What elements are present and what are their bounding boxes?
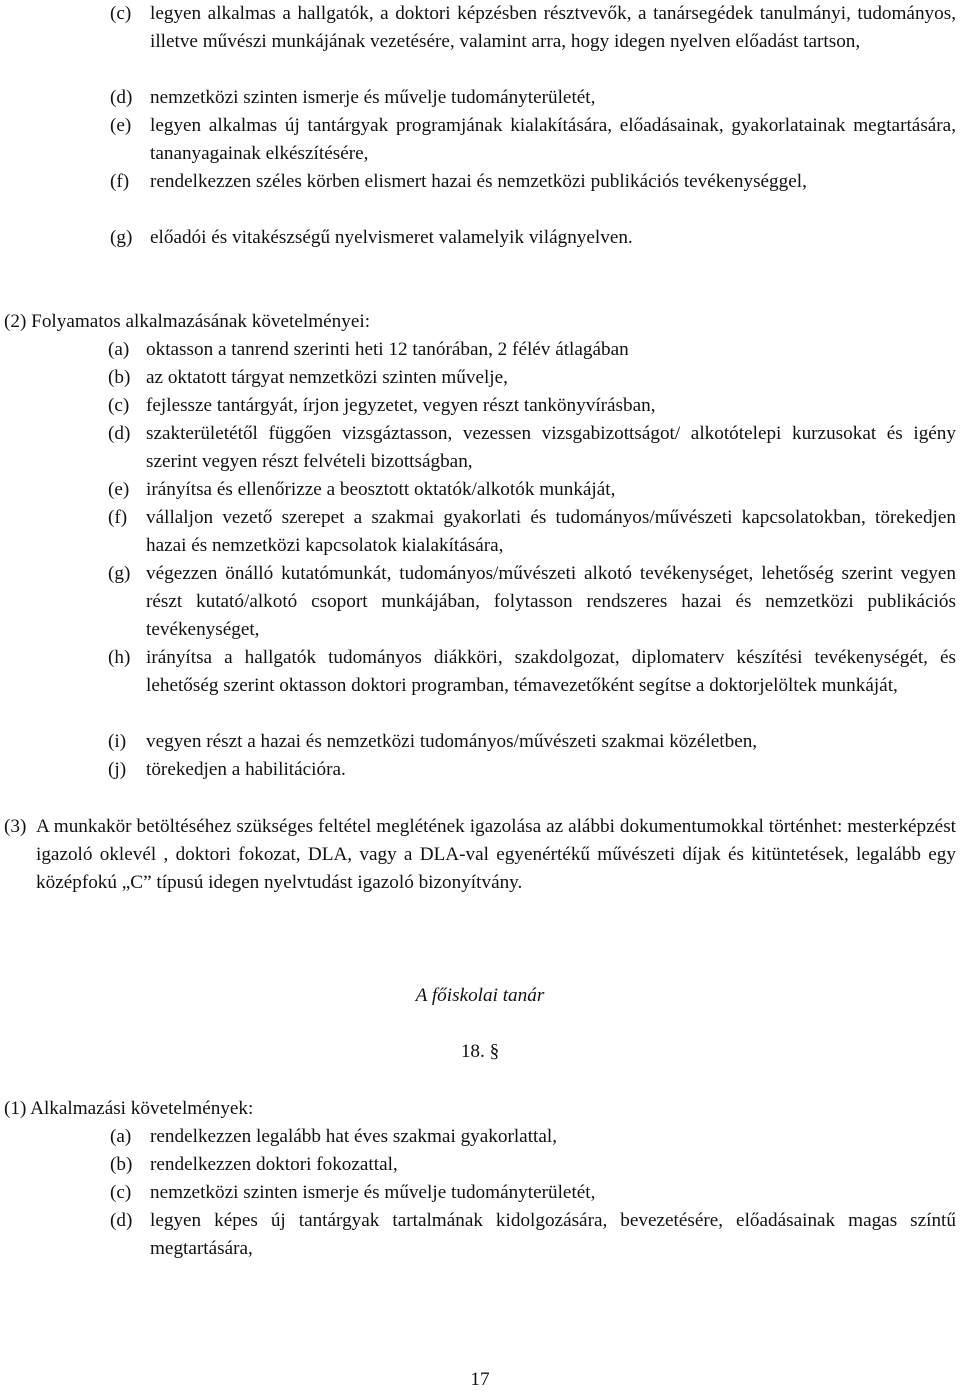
item-text: legyen alkalmas új tantárgyak programjának kialakítására, előadásainak, gyakorlatainak megtartására, tananyagainak elkészítésére, bbox=[150, 115, 956, 164]
list-item bbox=[110, 1123, 956, 1151]
item-text: rendelkezzen legalább hat éves szakmai gyakorlattal, bbox=[150, 1126, 558, 1147]
list-item bbox=[108, 364, 956, 392]
list-item bbox=[108, 756, 956, 784]
item-label: (f) bbox=[110, 171, 130, 192]
item-text: irányítsa a hallgatók tudományos diákköri, szakdolgozat, diplomaterv készítési tevékenységét, és lehetőség szerint oktasson doktori programban, témavezetőként segítse a doktorjelöltek munkáját, bbox=[146, 647, 956, 696]
item-text: legyen képes új tantárgyak tartalmának kidolgozására, bevezetésére, előadásainak magas színtű megtartására, bbox=[150, 1210, 956, 1259]
item-text: oktasson a tanrend szerinti heti 12 tanórában, 2 félév átlagában bbox=[146, 339, 629, 360]
list-item bbox=[108, 504, 956, 560]
list-item bbox=[108, 392, 956, 420]
item-text: vállaljon vezető szerepet a szakmai gyakorlati és tudományos/művészeti kapcsolatokban, törekedjen hazai és nemzetközi kapcsolatok kialakítására, bbox=[146, 507, 956, 556]
item-label: (e) bbox=[110, 115, 132, 136]
item-label: (c) bbox=[110, 1182, 132, 1203]
item-text: rendelkezzen széles körben elismert hazai és nemzetközi publikációs tevékenységgel, bbox=[150, 171, 807, 192]
list-item bbox=[110, 168, 956, 196]
item-label: (b) bbox=[108, 367, 131, 388]
list-item bbox=[108, 420, 956, 476]
item-text: nemzetközi szinten ismerje és művelje tudományterületét, bbox=[150, 1182, 596, 1203]
item-label: (g) bbox=[110, 227, 133, 248]
item-label: (c) bbox=[110, 3, 132, 24]
section-heading: (1) Alkalmazási követelmények: bbox=[4, 1098, 254, 1119]
item-label: (a) bbox=[110, 1126, 132, 1147]
list-item bbox=[110, 112, 956, 168]
item-text: legyen alkalmas a hallgatók, a doktori képzésben résztvevők, a tanársegédek tanulmányi, tudományos, illetve művészi munkájának vezetésére, valamint arra, hogy idegen nyelven előadást tartson, bbox=[150, 3, 956, 52]
list-item bbox=[110, 0, 956, 56]
item-label: (j) bbox=[108, 759, 127, 780]
section-heading: (2) Folyamatos alkalmazásának követelményei: bbox=[4, 311, 371, 332]
item-text: fejlessze tantárgyát, írjon jegyzetet, vegyen részt tankönyvírásban, bbox=[146, 395, 656, 416]
item-label: (f) bbox=[108, 507, 128, 528]
item-label: (d) bbox=[110, 1210, 133, 1231]
list-item bbox=[110, 84, 956, 112]
item-text: törekedjen a habilitációra. bbox=[146, 759, 346, 780]
list-item bbox=[110, 224, 956, 252]
item-label: (h) bbox=[108, 647, 131, 668]
list-item bbox=[108, 728, 956, 756]
item-label: (b) bbox=[110, 1154, 133, 1175]
item-text: rendelkezzen doktori fokozattal, bbox=[150, 1154, 398, 1175]
page-number: 17 bbox=[470, 1369, 490, 1390]
section-label: (3) bbox=[4, 816, 27, 837]
item-text: előadói és vitakészségű nyelvismeret valamelyik világnyelven. bbox=[150, 227, 633, 248]
item-text: szakterületétől függően vizsgáztasson, vezessen vizsgabizottságot/ alkotótelepi kurzusokat és igény szerint vegyen részt felvételi bizottságban, bbox=[146, 423, 956, 472]
item-label: (i) bbox=[108, 731, 127, 752]
item-label: (c) bbox=[108, 395, 130, 416]
list-item bbox=[108, 476, 956, 504]
list-item bbox=[110, 1207, 956, 1263]
item-text: az oktatott tárgyat nemzetközi szinten művelje, bbox=[146, 367, 508, 388]
item-label: (g) bbox=[108, 563, 131, 584]
item-label: (d) bbox=[110, 87, 133, 108]
item-text: irányítsa és ellenőrizze a beosztott oktatók/alkotók munkáját, bbox=[146, 479, 616, 500]
list-item bbox=[110, 1151, 956, 1179]
list-item bbox=[110, 1179, 956, 1207]
item-label: (a) bbox=[108, 339, 130, 360]
chapter-title: A főiskolai tanár bbox=[415, 985, 545, 1006]
item-text: végezzen önálló kutatómunkát, tudományos/művészeti alkotó tevékenységet, lehetőség szerint vegyen részt kutató/alkotó csoport munkájában, folytasson rendszeres hazai és nemzetközi publikációs tevékenységet, bbox=[146, 563, 956, 640]
paragraph-number: 18. § bbox=[460, 1041, 500, 1062]
item-text: vegyen részt a hazai és nemzetközi tudományos/művészeti szakmai közéletben, bbox=[146, 731, 758, 752]
item-label: (e) bbox=[108, 479, 130, 500]
item-text: nemzetközi szinten ismerje és művelje tudományterületét, bbox=[150, 87, 596, 108]
item-label: (d) bbox=[108, 423, 131, 444]
list-item bbox=[108, 560, 956, 644]
section-paragraph: A munkakör betöltéséhez szükséges feltétel meglétének igazolása az alábbi dokumentumokkal történhet: mesterképzést igazoló oklevél , doktori fokozat, DLA, vagy a DLA-val egyenértékű művészeti díjak és kitüntetések, legalább egy középfokú „C” típusú idegen nyelvtudást igazoló bizonyítvány. bbox=[36, 816, 956, 893]
list-item bbox=[108, 336, 956, 364]
list-item bbox=[108, 644, 956, 700]
